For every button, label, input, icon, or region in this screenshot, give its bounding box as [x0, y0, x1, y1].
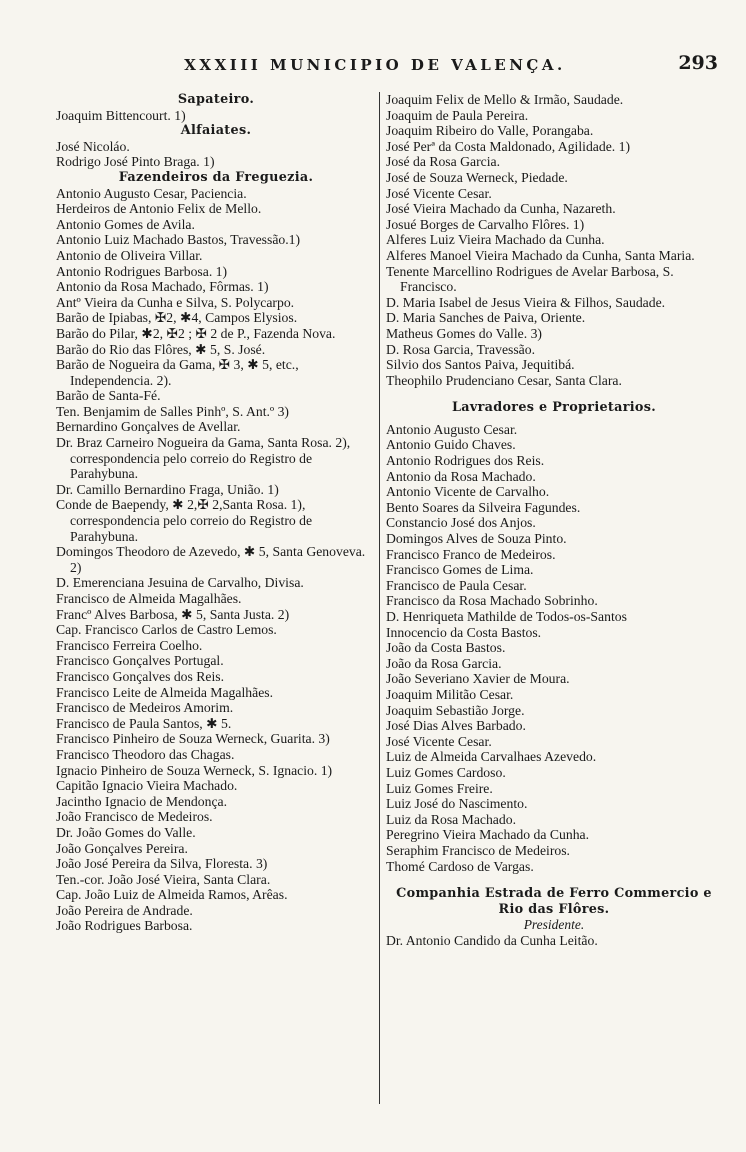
list-entry: Francº Alves Barbosa, ✱ 5, Santa Justa. 2) [56, 606, 290, 622]
list-entry: Thomé Cardoso de Vargas. [386, 858, 534, 874]
list-entry: Conde de Baependy, ✱ 2,✠ 2,Santa Rosa. 1), correspondencia pelo correio do Registro de Parahybuna. [56, 497, 313, 544]
list-entry: Josué Borges de Carvalho Flôres. 1) [386, 216, 585, 232]
list-entry: João da Rosa Garcia. [386, 655, 502, 671]
list-entry: José da Rosa Garcia. [386, 154, 501, 170]
list-entry: Constancio José dos Anjos. [386, 515, 536, 531]
list-entry: Francisco Gonçalves Portugal. [56, 653, 224, 669]
section-heading: Companhia Estrada de Ferro Commercio e Rio das Flôres. [396, 886, 712, 917]
list-entry: Antonio Augusto Cesar. [386, 421, 518, 437]
list-entry: Barão do Pilar, ✱2, ✠2 ; ✠ 2 de P., Fazenda Nova. [56, 325, 336, 341]
list-entry: Francisco Pinheiro de Souza Werneck, Guarita. 3) [56, 731, 330, 747]
list-entry: José Nicoláo. [56, 138, 130, 154]
list-entry: Antonio Luiz Machado Bastos, Travessão.1) [56, 232, 301, 248]
list-entry: Antº Vieira da Cunha e Silva, S. Polycarpo. [56, 294, 295, 310]
list-entry: Barão de Ipiabas, ✠2, ✱4, Campos Elysios. [56, 310, 298, 326]
list-entry: Francisco de Medeiros Amorim. [56, 700, 234, 716]
list-entry: Joaquim Sebastião Jorge. [386, 702, 525, 718]
list-entry: Dr. Braz Carneiro Nogueira da Gama, Santa Rosa. 2), correspondencia pelo correio do Registro de Parahybuna. [56, 435, 351, 482]
list-entry: Antonio da Rosa Machado, Fôrmas. 1) [56, 279, 269, 295]
list-entry: Joaquim Bittencourt. 1) [56, 107, 186, 123]
section-heading: Lavradores e Proprietarios. [451, 400, 657, 416]
list-entry: Dr. Antonio Candido da Cunha Leitão. [386, 932, 598, 948]
list-entry: Dr. Camillo Bernardino Fraga, União. 1) [56, 481, 279, 497]
list-entry: Peregrino Vieira Machado da Cunha. [386, 827, 590, 843]
list-entry: João Severiano Xavier de Moura. [386, 671, 570, 687]
list-entry: Joaquim Ribeiro do Valle, Porangaba. [386, 123, 594, 139]
list-entry: Luiz José do Nascimento. [386, 796, 528, 812]
list-entry: Alferes Luiz Vieira Machado da Cunha. [386, 232, 605, 248]
list-entry: Joaquim Militão Cesar. [386, 686, 514, 702]
list-entry: Dr. João Gomes do Valle. [56, 824, 196, 840]
list-entry: Barão de Santa-Fé. [56, 388, 161, 404]
list-entry: João José Pereira da Silva, Floresta. 3) [56, 856, 268, 872]
list-entry: Capitão Ignacio Vieira Machado. [56, 778, 238, 794]
list-entry: João Francisco de Medeiros. [56, 809, 213, 825]
list-entry: Bernardino Gonçalves de Avellar. [56, 419, 241, 435]
list-entry: Domingos Theodoro de Azevedo, ✱ 5, Santa Genoveva. 2) [56, 544, 366, 575]
list-entry: João Rodrigues Barbosa. [56, 918, 193, 934]
list-entry: Luiz da Rosa Machado. [386, 811, 516, 827]
list-entry: Ten. Benjamim de Salles Pinhº, S. Ant.º 3) [56, 403, 289, 419]
list-entry: D. Maria Sanches de Paiva, Oriente. [386, 310, 586, 326]
list-entry: Francisco de Paula Santos, ✱ 5. [56, 715, 232, 731]
spacer [386, 874, 722, 886]
list-entry: Joaquim de Paula Pereira. [386, 107, 529, 123]
section-heading: Sapateiro. [177, 92, 255, 107]
list-entry: Matheus Gomes do Valle. 3) [386, 325, 542, 341]
list-entry: João Gonçalves Pereira. [56, 840, 188, 856]
list-entry: Luiz Gomes Cardoso. [386, 764, 506, 780]
list-entry: Luiz de Almeida Carvalhaes Azevedo. [386, 749, 597, 765]
list-entry: Antonio Vicente de Carvalho. [386, 484, 550, 500]
list-entry: Cap. João Luiz de Almeida Ramos, Arêas. [56, 887, 288, 903]
list-entry: D. Rosa Garcia, Travessão. [386, 341, 536, 357]
list-entry: Rodrigo José Pinto Braga. 1) [56, 154, 215, 170]
list-entry: José Vieira Machado da Cunha, Nazareth. [386, 201, 616, 217]
list-entry: Ignacio Pinheiro de Souza Werneck, S. Ignacio. 1) [56, 762, 333, 778]
list-entry: Antonio Augusto Cesar, Paciencia. [56, 185, 247, 201]
list-entry: Antonio Guido Chaves. [386, 437, 516, 453]
page-header [0, 52, 746, 84]
list-entry: Francisco Leite de Almeida Magalhães. [56, 684, 274, 700]
list-entry: Francisco Franco de Medeiros. [386, 546, 556, 562]
list-entry: João da Costa Bastos. [386, 640, 506, 656]
list-entry: Cap. Francisco Carlos de Castro Lemos. [56, 622, 277, 638]
list-entry: José Vicente Cesar. [386, 733, 492, 749]
list-entry: Antonio da Rosa Machado. [386, 468, 536, 484]
list-entry: Silvio dos Santos Paiva, Jequitibá. [386, 357, 575, 373]
list-entry: Luiz Gomes Freire. [386, 780, 493, 796]
column-divider [379, 92, 380, 1104]
list-entry: Antonio Rodrigues Barbosa. 1) [56, 263, 228, 279]
list-entry: Francisco Theodoro das Chagas. [56, 746, 235, 762]
list-entry: Domingos Alves de Souza Pinto. [386, 531, 567, 547]
running-title: XXXIII MUNICIPIO DE VALENÇA. [184, 56, 566, 74]
list-entry: Francisco Gonçalves dos Reis. [56, 668, 225, 684]
list-entry: Barão de Nogueira da Gama, ✠ 3, ✱ 5, etc., Independencia. 2). [56, 357, 299, 388]
section-heading: Fazendeiros da Freguezia. [118, 169, 314, 185]
list-entry: Antonio Rodrigues dos Reis. [386, 453, 545, 469]
list-entry: Francisco de Paula Cesar. [386, 577, 527, 593]
list-entry: Francisco Ferreira Coelho. [56, 637, 203, 653]
list-entry: D. Emerenciana Jesuina de Carvalho, Divisa. [56, 575, 304, 591]
list-entry: Innocencio da Costa Bastos. [386, 624, 542, 640]
list-entry: Antonio de Oliveira Villar. [56, 247, 203, 263]
list-entry: D. Henriqueta Mathilde de Todos-os-Santos [386, 609, 627, 624]
list-entry: Theophilo Prudenciano Cesar, Santa Clara. [386, 372, 622, 388]
section-subheading: Presidente. [523, 917, 585, 933]
list-entry: Herdeiros de Antonio Felix de Mello. [56, 201, 262, 217]
list-entry: Francisco Gomes de Lima. [386, 562, 534, 578]
list-entry: Alferes Manoel Vieira Machado da Cunha, Santa Maria. [386, 247, 695, 263]
list-entry: Francisco da Rosa Machado Sobrinho. [386, 593, 598, 609]
list-entry: José Vicente Cesar. [386, 185, 492, 201]
section-heading: Alfaiates. [180, 123, 252, 139]
right-column [386, 92, 722, 948]
list-entry: Ten.-cor. João José Vieira, Santa Clara. [56, 871, 271, 887]
page-number: 293 [678, 52, 718, 74]
list-entry: José Dias Alves Barbado. [386, 718, 526, 734]
list-entry: José Perª da Costa Maldonado, Agilidade. 1) [386, 138, 631, 154]
list-entry: Tenente Marcellino Rodrigues de Avelar Barbosa, S. Francisco. [386, 263, 674, 295]
list-entry: João Pereira de Andrade. [56, 902, 193, 918]
list-entry: Joaquim Felix de Mello & Irmão, Saudade. [386, 92, 624, 107]
list-entry: José de Souza Werneck, Piedade. [386, 169, 568, 185]
list-entry: Barão do Rio das Flôres, ✱ 5, S. José. [56, 341, 266, 357]
list-entry: Francisco de Almeida Magalhães. [56, 591, 242, 606]
list-entry: D. Maria Isabel de Jesus Vieira & Filhos, Saudade. [386, 294, 666, 310]
left-column [56, 92, 376, 934]
spacer [386, 388, 722, 400]
list-entry: Bento Soares da Silveira Fagundes. [386, 499, 581, 515]
list-entry: Antonio Gomes de Avila. [56, 216, 195, 232]
list-entry: Jacintho Ignacio de Mendonça. [56, 793, 228, 809]
list-entry: Seraphim Francisco de Medeiros. [386, 842, 570, 858]
